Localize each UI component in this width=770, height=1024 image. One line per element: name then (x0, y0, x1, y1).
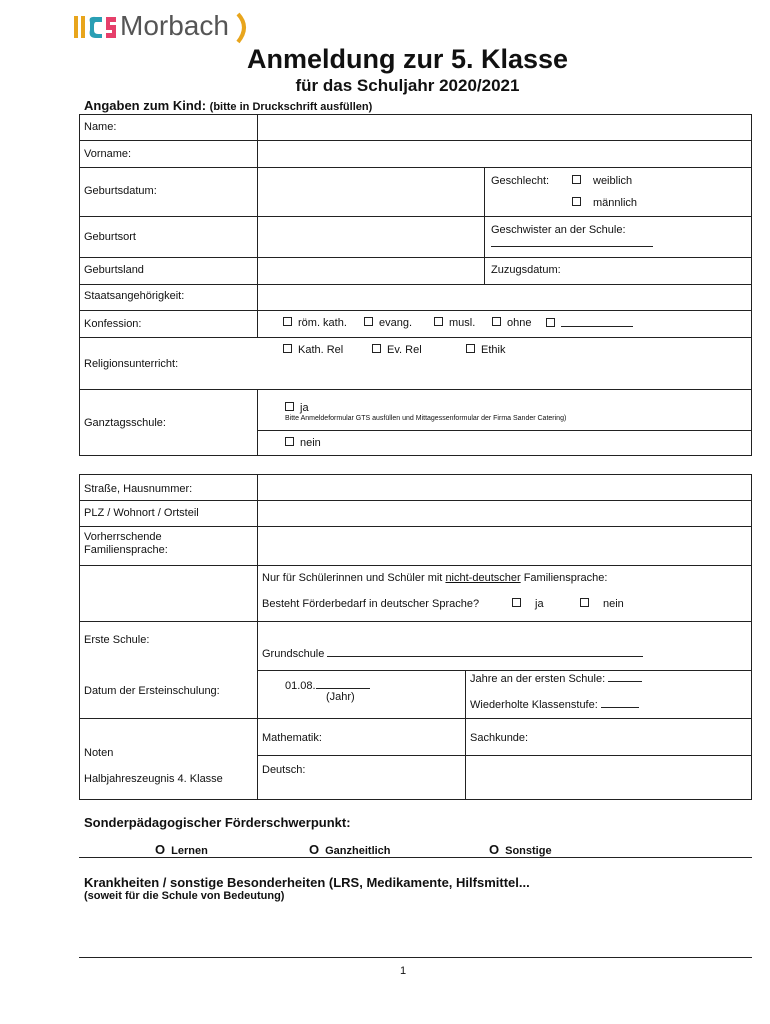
checkbox-icon (466, 344, 475, 353)
grundschule-field[interactable] (262, 647, 643, 660)
label-foerderbedarf: Besteht Förderbedarf in deutscher Sprache? (262, 598, 480, 610)
checkbox-icon (434, 317, 443, 326)
label-mathematik: Mathematik: (262, 732, 322, 744)
input-name[interactable] (258, 115, 751, 139)
label-geburtsland: Geburtsland (84, 264, 144, 276)
field-label: Wiederholte Klassenstufe: (470, 699, 598, 711)
page-title: Anmeldung zur 5. Klasse (246, 44, 569, 74)
circle-icon: O (155, 842, 166, 857)
option-ev-rel[interactable] (372, 344, 422, 356)
label-deutsch: Deutsch: (262, 764, 306, 776)
label-geburtsort: Geburtsort (84, 231, 136, 243)
circle-icon: O (309, 842, 320, 857)
checkbox-icon (283, 344, 292, 353)
option-label: Ev. Rel (387, 344, 422, 356)
input-plz[interactable] (258, 501, 751, 525)
input-geburtsland[interactable] (258, 258, 483, 283)
krank-input[interactable] (79, 905, 752, 955)
label-halbjahr: Halbjahreszeugnis 4. Klasse (84, 773, 223, 785)
option-maennlich[interactable] (572, 197, 637, 209)
label-strasse: Straße, Hausnummer: (84, 483, 193, 495)
option-musl[interactable] (434, 317, 475, 329)
option-label: röm. kath. (298, 317, 347, 329)
field-label: Jahre an der ersten Schule: (470, 673, 606, 685)
option-label: ohne (507, 317, 532, 329)
option-label: Kath. Rel (298, 344, 344, 356)
option-label: musl. (449, 317, 476, 329)
option-lernen[interactable] (155, 842, 208, 857)
checkbox-icon (372, 344, 381, 353)
label-staatsangehoerigkeit: Staatsangehörigkeit: (84, 290, 185, 302)
label-ganztagsschule: Ganztagsschule: (84, 417, 166, 429)
option-weiblich[interactable] (572, 175, 632, 187)
label-geburtsdatum: Geburtsdatum: (84, 185, 157, 197)
checkbox-icon (580, 598, 589, 607)
ganztag-note: Bitte Anmeldeformular GTS ausfüllen und Mittagessenformular der Firma Sander Catering) (285, 415, 567, 422)
option-label: nein (603, 598, 624, 610)
logo-text: Morbach (120, 10, 229, 41)
circle-icon: O (489, 842, 500, 857)
option-label: Ganzheitlich (325, 845, 391, 857)
page-number: 1 (400, 965, 407, 977)
option-label: evang. (379, 317, 413, 329)
jahre-erste-field[interactable] (470, 672, 642, 685)
option-label: weiblich (593, 175, 633, 187)
label-geschwister: Geschwister an der Schule: (491, 224, 626, 236)
text-part: Nur für Schülerinnen und Schüler mit (262, 572, 446, 584)
input-familiensprache[interactable] (258, 527, 751, 564)
heading-note: (bitte in Druckschrift ausfüllen) (209, 101, 373, 113)
wiederholte-field[interactable] (470, 698, 639, 711)
school-logo (72, 8, 252, 46)
label-geschlecht: Geschlecht: (491, 175, 550, 187)
option-sonstige[interactable] (489, 842, 552, 857)
nur-fuer-text (262, 572, 607, 584)
option-evang[interactable] (364, 317, 412, 329)
label-erste-schule: Erste Schule: (84, 634, 150, 646)
sonder-heading: Sonderpädagogischer Förderschwerpunkt: (84, 815, 351, 830)
option-label: männlich (593, 197, 638, 209)
option-label: ja (535, 598, 544, 610)
option-ganztag-ja[interactable] (285, 402, 309, 414)
footer-line (79, 957, 752, 958)
label-religionsunterricht: Religionsunterricht: (84, 358, 179, 370)
label-noten: Noten (84, 747, 114, 759)
checkbox-icon (572, 175, 581, 184)
checkbox-icon (364, 317, 373, 326)
page-subtitle: für das Schuljahr 2020/2021 (295, 76, 520, 95)
option-ganzheitlich[interactable] (309, 842, 391, 857)
input-geburtsort[interactable] (258, 217, 483, 256)
field-label: Grundschule (262, 648, 325, 660)
option-foerder-nein[interactable] (580, 598, 624, 610)
checkbox-icon (285, 437, 294, 446)
heading-text: Angaben zum Kind: (84, 98, 207, 113)
option-ohne[interactable] (492, 317, 531, 329)
label-datum-einschulung: Datum der Ersteinschulung: (84, 685, 220, 697)
checkbox-icon (572, 197, 581, 206)
geschwister-line[interactable] (491, 246, 653, 247)
label-zuzugsdatum: Zuzugsdatum: (491, 264, 561, 276)
label-name: Name: (84, 121, 117, 133)
krank-sub: (soweit für die Schule von Bedeutung) (84, 890, 285, 902)
checkbox-icon (492, 317, 501, 326)
label-sprache1: Vorherrschende (84, 531, 162, 543)
section-heading-child (84, 98, 372, 113)
checkbox-icon (512, 598, 521, 607)
input-strasse[interactable] (258, 475, 751, 499)
option-label: ja (300, 402, 309, 414)
option-label: nein (300, 437, 321, 449)
label-konfession: Konfession: (84, 318, 142, 330)
checkbox-icon (546, 318, 555, 327)
divider (79, 857, 752, 858)
label-plz: PLZ / Wohnort / Ortsteil (84, 507, 199, 519)
text-underlined: nicht-deutscher (445, 572, 521, 584)
label-jahr: (Jahr) (326, 691, 355, 703)
checkbox-icon (283, 317, 292, 326)
option-label: Ethik (481, 344, 506, 356)
checkbox-icon (285, 402, 294, 411)
field-label: 01.08. (285, 680, 316, 692)
option-rk[interactable] (283, 317, 347, 329)
option-other[interactable] (546, 317, 633, 330)
option-foerder-ja[interactable] (512, 598, 544, 610)
option-ethik[interactable] (466, 344, 505, 356)
krank-heading: Krankheiten / sonstige Besonderheiten (LRS, Medikamente, Hilfsmittel... (84, 875, 530, 890)
label-sprache2: Familiensprache: (84, 544, 168, 556)
text-part: Familiensprache: (520, 572, 608, 584)
input-geburtsdatum[interactable] (258, 168, 483, 215)
label-vorname: Vorname: (84, 148, 132, 160)
label-sachkunde: Sachkunde: (470, 732, 529, 744)
input-vorname[interactable] (258, 141, 751, 166)
option-kath-rel[interactable] (283, 344, 343, 356)
option-label: Lernen (171, 845, 208, 857)
input-staatsangehoerigkeit[interactable] (258, 285, 751, 309)
option-label: Sonstige (505, 845, 552, 857)
option-ganztag-nein[interactable] (285, 437, 321, 449)
